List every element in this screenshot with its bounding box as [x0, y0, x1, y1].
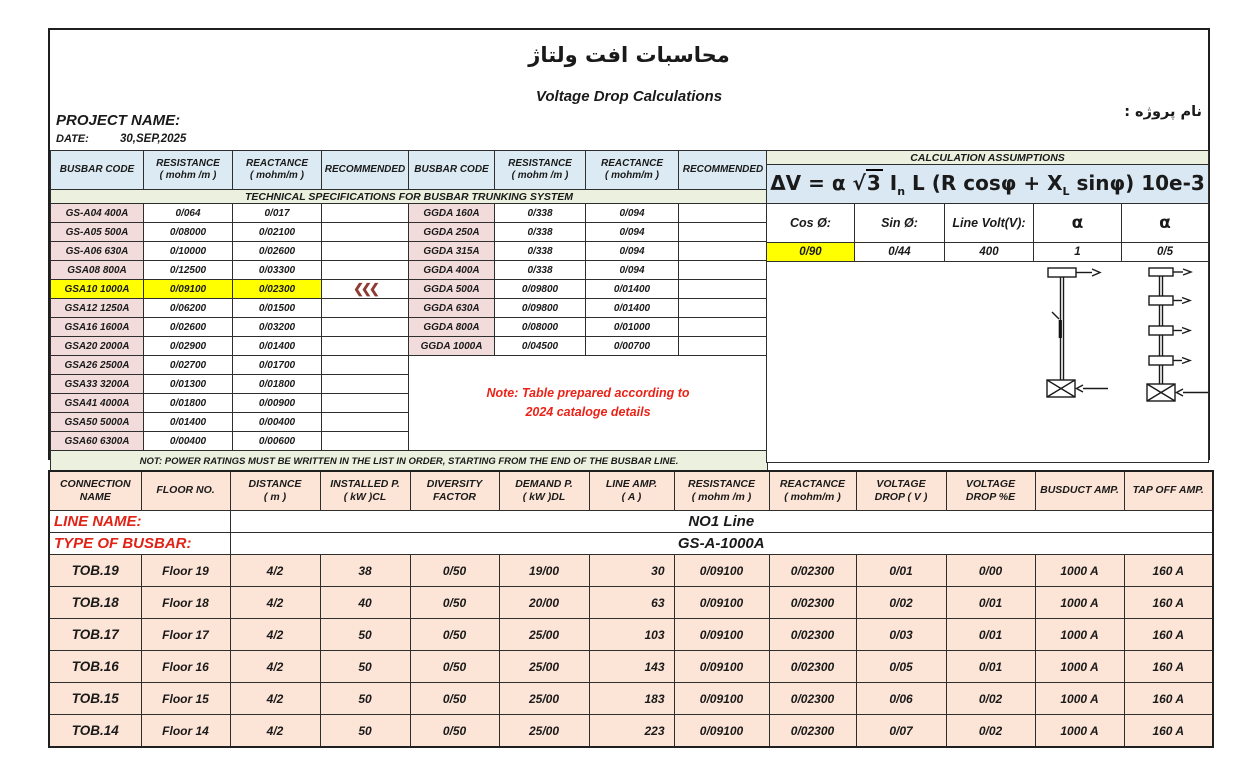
resistance-cell: 0/09100	[144, 280, 233, 299]
resistance-cell: 0/08000	[144, 223, 233, 242]
diversity-factor-header: DIVERSITY FACTOR	[410, 471, 499, 511]
busduct-amp-cell: 1000 A	[1035, 651, 1124, 683]
recommended-cell	[679, 337, 768, 356]
busduct-amp-cell: 1000 A	[1035, 715, 1124, 748]
alpha-value: 1	[1034, 243, 1122, 262]
busbar-code-cell: GSA26 2500A	[51, 356, 144, 375]
recommended-cell	[322, 432, 409, 451]
distance-cell: 4/2	[230, 619, 320, 651]
diversity-factor-cell: 0/50	[410, 619, 499, 651]
reactance-cell: 0/02300	[769, 555, 856, 587]
reactance-cell: 0/01400	[233, 337, 322, 356]
recommended-cell	[322, 223, 409, 242]
recommended-cell	[679, 204, 768, 223]
line-volt-value: 400	[945, 243, 1034, 262]
busbar-type-value: GS-A-1000A	[230, 533, 1213, 555]
reactance-cell: 0/02300	[769, 683, 856, 715]
resistance-cell: 0/09100	[674, 587, 769, 619]
reactance-cell: 0/02600	[233, 242, 322, 261]
assumption-value-row	[767, 243, 1209, 262]
recommended-cell	[322, 242, 409, 261]
tapoff-box-row	[49, 555, 1213, 587]
voltage-drop-pct-cell: 0/01	[946, 587, 1035, 619]
line-name-label: LINE NAME:	[49, 511, 230, 533]
busbar-type-row	[49, 533, 1213, 555]
resistance-cell: 0/01800	[144, 394, 233, 413]
voltage-drop-pct-cell: 0/02	[946, 683, 1035, 715]
busduct-amp-header: BUSDUCT AMP.	[1035, 471, 1124, 511]
reactance-cell: 0/02300	[769, 715, 856, 748]
catalog-note: Note: Table prepared according to 2024 cataloge details	[409, 356, 768, 451]
voltage-drop-v-cell: 0/06	[856, 683, 946, 715]
date-value: 30,SEP,2025	[120, 132, 187, 145]
reactance-cell: 0/094	[586, 223, 679, 242]
connection-name-cell: TOB.17	[49, 619, 141, 651]
busbar-code-cell: GGDA 1000A	[409, 337, 495, 356]
busbar-code-cell: GSA08 800A	[51, 261, 144, 280]
tech-spec-title: TECHNICAL SPECIFICATIONS FOR BUSBAR TRUNKING SYSTEM	[51, 190, 768, 204]
distance-cell: 4/2	[230, 555, 320, 587]
busbar-code-cell: GGDA 315A	[409, 242, 495, 261]
distance-cell: 4/2	[230, 683, 320, 715]
resistance-cell: 0/10000	[144, 242, 233, 261]
tapoff-box-row	[49, 587, 1213, 619]
busbar-spec-row	[51, 318, 768, 337]
resistance-cell: 0/08000	[495, 318, 586, 337]
busbar-code-cell: GSA60 6300A	[51, 432, 144, 451]
busduct-amp-cell: 1000 A	[1035, 587, 1124, 619]
busbar-code-cell: GSA12 1250A	[51, 299, 144, 318]
resistance-cell: 0/338	[495, 261, 586, 280]
reactance-header: REACTANCE ( mohm/m )	[586, 151, 679, 190]
recommended-chevrons-icon: ❮❮❮	[322, 280, 409, 299]
reactance-cell: 0/02300	[233, 280, 322, 299]
recommended-cell	[322, 337, 409, 356]
resistance-cell: 0/09100	[674, 619, 769, 651]
recommended-cell	[322, 204, 409, 223]
busbar-code-cell: GSA16 1600A	[51, 318, 144, 337]
distance-cell: 4/2	[230, 715, 320, 748]
cos-phi-value: 0/90	[767, 243, 855, 262]
tapoff-box-row	[49, 715, 1213, 748]
installed-power-cell: 40	[320, 587, 410, 619]
reactance-cell: 0/094	[586, 261, 679, 280]
reactance-cell: 0/03300	[233, 261, 322, 280]
installed-power-cell: 50	[320, 715, 410, 748]
busbar-spec-table	[50, 150, 768, 473]
assumptions-title: CALCULATION ASSUMPTIONS	[767, 151, 1209, 165]
demand-power-cell: 25/00	[499, 715, 589, 748]
reactance-cell: 0/017	[233, 204, 322, 223]
reactance-cell: 0/01500	[233, 299, 322, 318]
busbar-code-cell: GS-A06 630A	[51, 242, 144, 261]
demand-power-cell: 25/00	[499, 619, 589, 651]
diversity-factor-cell: 0/50	[410, 683, 499, 715]
reactance-cell: 0/03200	[233, 318, 322, 337]
reactance-cell: 0/00600	[233, 432, 322, 451]
diversity-factor-cell: 0/50	[410, 715, 499, 748]
busbar-code-cell: GSA41 4000A	[51, 394, 144, 413]
voltage-drop-pct-cell: 0/01	[946, 651, 1035, 683]
line-amp-cell: 143	[589, 651, 674, 683]
resistance-cell: 0/09100	[674, 555, 769, 587]
busbar-riser-tapoff-icon	[1119, 264, 1209, 416]
cos-phi-header: Cos Ø:	[767, 204, 855, 243]
reactance-header: REACTANCE ( mohm/m )	[233, 151, 322, 190]
resistance-cell: 0/01300	[144, 375, 233, 394]
busbar-code-cell: GSA20 2000A	[51, 337, 144, 356]
busbar-spec-row	[51, 337, 768, 356]
voltage-drop-v-cell: 0/03	[856, 619, 946, 651]
recommended-cell	[679, 242, 768, 261]
connection-name-cell: TOB.16	[49, 651, 141, 683]
busbar-spec-row	[51, 356, 768, 375]
resistance-cell: 0/04500	[495, 337, 586, 356]
reactance-cell: 0/02300	[769, 587, 856, 619]
tapoff-amp-cell: 160 A	[1124, 715, 1213, 748]
voltage-drop-v-header: VOLTAGE DROP ( V )	[856, 471, 946, 511]
tapoff-amp-cell: 160 A	[1124, 651, 1213, 683]
busbar-code-cell: GSA33 3200A	[51, 375, 144, 394]
busbar-spec-row	[51, 204, 768, 223]
installed-power-header: INSTALLED P. ( kW )CL	[320, 471, 410, 511]
line-table-header-row	[49, 471, 1213, 511]
resistance-cell: 0/00400	[144, 432, 233, 451]
tapoff-amp-cell: 160 A	[1124, 683, 1213, 715]
tapoff-amp-header: TAP OFF AMP.	[1124, 471, 1213, 511]
connection-name-header: CONNECTION NAME	[49, 471, 141, 511]
alpha-coefficient-header: α	[1034, 204, 1122, 243]
resistance-header: RESISTANCE ( mohm /m )	[144, 151, 233, 190]
demand-power-cell: 19/00	[499, 555, 589, 587]
demand-power-header: DEMAND P. ( kW )DL	[499, 471, 589, 511]
busbar-riser-icon	[1032, 264, 1122, 416]
voltage-drop-pct-header: VOLTAGE DROP %E	[946, 471, 1035, 511]
page-title-farsi: محاسبات افت ولتاژ	[528, 43, 730, 67]
tech-spec-title-band	[51, 190, 768, 204]
installed-power-cell: 50	[320, 683, 410, 715]
resistance-cell: 0/09100	[674, 651, 769, 683]
tech-spec-header-row	[51, 151, 768, 190]
floor-cell: Floor 15	[141, 683, 230, 715]
busbar-code-cell: GGDA 630A	[409, 299, 495, 318]
connection-name-cell: TOB.18	[49, 587, 141, 619]
voltage-drop-v-cell: 0/05	[856, 651, 946, 683]
voltage-drop-v-cell: 0/07	[856, 715, 946, 748]
resistance-cell: 0/09800	[495, 280, 586, 299]
riser-diagram-area	[767, 262, 1209, 463]
recommended-cell	[679, 223, 768, 242]
floor-cell: Floor 14	[141, 715, 230, 748]
busbar-spec-row	[51, 299, 768, 318]
resistance-cell: 0/02700	[144, 356, 233, 375]
recommended-cell	[679, 318, 768, 337]
recommended-cell	[322, 261, 409, 280]
voltage-drop-pct-cell: 0/01	[946, 619, 1035, 651]
connection-name-cell: TOB.14	[49, 715, 141, 748]
reactance-cell: 0/00700	[586, 337, 679, 356]
recommended-header: RECOMMENDED	[322, 151, 409, 190]
voltage-drop-v-cell: 0/02	[856, 587, 946, 619]
line-amp-cell: 183	[589, 683, 674, 715]
reactance-cell: 0/01000	[586, 318, 679, 337]
resistance-cell: 0/02900	[144, 337, 233, 356]
formula-row	[767, 165, 1209, 204]
line-amp-cell: 63	[589, 587, 674, 619]
busbar-spec-row	[51, 280, 768, 299]
line-name-value: NO1 Line	[230, 511, 1213, 533]
voltage-drop-formula: ΔV = α √3 $I_n$ L (R $\cos\varphi + X_L$ sinφ) 10e-3	[767, 165, 1209, 204]
tapoff-amp-cell: 160 A	[1124, 619, 1213, 651]
project-name-label: PROJECT NAME:	[56, 112, 181, 129]
recommended-cell	[322, 394, 409, 413]
reactance-cell: 0/01400	[586, 280, 679, 299]
tapoff-box-row	[49, 651, 1213, 683]
reactance-cell: 0/02100	[233, 223, 322, 242]
resistance-cell: 0/06200	[144, 299, 233, 318]
date-label: DATE:	[56, 133, 89, 145]
resistance-cell: 0/064	[144, 204, 233, 223]
resistance-cell: 0/338	[495, 204, 586, 223]
connection-name-cell: TOB.15	[49, 683, 141, 715]
line-amp-cell: 103	[589, 619, 674, 651]
busbar-code-cell: GGDA 160A	[409, 204, 495, 223]
resistance-cell: 0/12500	[144, 261, 233, 280]
line-volt-header: Line Volt(V):	[945, 204, 1034, 243]
recommended-cell	[679, 280, 768, 299]
busduct-amp-cell: 1000 A	[1035, 555, 1124, 587]
resistance-header: RESISTANCE ( mohm /m )	[674, 471, 769, 511]
recommended-header: RECOMMENDED	[679, 151, 768, 190]
alpha-value: 0/5	[1122, 243, 1209, 262]
reactance-cell: 0/02300	[769, 619, 856, 651]
recommended-cell	[322, 299, 409, 318]
resistance-cell: 0/09100	[674, 715, 769, 748]
distance-header: DISTANCE ( m )	[230, 471, 320, 511]
sin-phi-header: Sin Ø:	[855, 204, 945, 243]
recommended-cell	[322, 413, 409, 432]
installed-power-cell: 50	[320, 651, 410, 683]
recommended-cell	[679, 299, 768, 318]
installed-power-cell: 50	[320, 619, 410, 651]
recommended-cell	[322, 356, 409, 375]
line-amp-cell: 30	[589, 555, 674, 587]
busbar-code-header: BUSBAR CODE	[51, 151, 144, 190]
recommended-cell	[322, 318, 409, 337]
diversity-factor-cell: 0/50	[410, 651, 499, 683]
busbar-spec-row	[51, 261, 768, 280]
floor-cell: Floor 18	[141, 587, 230, 619]
reactance-cell: 0/01400	[586, 299, 679, 318]
reactance-cell: 0/00900	[233, 394, 322, 413]
busbar-code-cell: GGDA 500A	[409, 280, 495, 299]
reactance-cell: 0/00400	[233, 413, 322, 432]
reactance-cell: 0/094	[586, 242, 679, 261]
installed-power-cell: 38	[320, 555, 410, 587]
recommended-cell	[679, 261, 768, 280]
busbar-code-cell: GGDA 800A	[409, 318, 495, 337]
busbar-code-cell: GGDA 250A	[409, 223, 495, 242]
sin-phi-value: 0/44	[855, 243, 945, 262]
reactance-cell: 0/02300	[769, 651, 856, 683]
line-amp-cell: 223	[589, 715, 674, 748]
reactance-cell: 0/01700	[233, 356, 322, 375]
busbar-code-cell: GGDA 400A	[409, 261, 495, 280]
busduct-amp-cell: 1000 A	[1035, 683, 1124, 715]
floor-cell: Floor 19	[141, 555, 230, 587]
assumption-header-row	[767, 204, 1209, 243]
resistance-header: RESISTANCE ( mohm /m )	[495, 151, 586, 190]
sheet-border-box	[48, 28, 1210, 467]
distance-cell: 4/2	[230, 587, 320, 619]
reactance-cell: 0/01800	[233, 375, 322, 394]
tapoff-amp-cell: 160 A	[1124, 555, 1213, 587]
resistance-cell: 0/02600	[144, 318, 233, 337]
diversity-factor-cell: 0/50	[410, 587, 499, 619]
project-name-label-farsi: نام پروژه :	[1124, 104, 1202, 120]
busbar-code-cell: GS-A04 400A	[51, 204, 144, 223]
ordering-note: NOT: POWER RATINGS MUST BE WRITTEN IN THE LIST IN ORDER, STARTING FROM THE END OF THE BUSBAR LINE.	[51, 451, 768, 473]
busbar-code-cell: GSA10 1000A	[51, 280, 144, 299]
assumptions-title-band	[767, 151, 1209, 165]
busbar-code-cell: GS-A05 500A	[51, 223, 144, 242]
busduct-amp-cell: 1000 A	[1035, 619, 1124, 651]
busbar-spec-row	[51, 223, 768, 242]
tapoff-box-row	[49, 683, 1213, 715]
line-amp-header: LINE AMP. ( A )	[589, 471, 674, 511]
connection-name-cell: TOB.19	[49, 555, 141, 587]
page-title-english: Voltage Drop Calculations	[535, 88, 723, 105]
floor-no-header: FLOOR NO.	[141, 471, 230, 511]
tapoff-box-row	[49, 619, 1213, 651]
resistance-cell: 0/01400	[144, 413, 233, 432]
demand-power-cell: 20/00	[499, 587, 589, 619]
resistance-cell: 0/338	[495, 242, 586, 261]
recommended-cell	[322, 375, 409, 394]
tapoff-amp-cell: 160 A	[1124, 587, 1213, 619]
voltage-drop-pct-cell: 0/00	[946, 555, 1035, 587]
floor-cell: Floor 17	[141, 619, 230, 651]
busbar-spec-row	[51, 242, 768, 261]
busbar-type-label: TYPE OF BUSBAR:	[49, 533, 230, 555]
busbar-code-header: BUSBAR CODE	[409, 151, 495, 190]
resistance-cell: 0/09800	[495, 299, 586, 318]
busbar-code-cell: GSA50 5000A	[51, 413, 144, 432]
demand-power-cell: 25/00	[499, 651, 589, 683]
reactance-header: REACTANCE ( mohm/m )	[769, 471, 856, 511]
alpha-coefficient-header: α	[1122, 204, 1209, 243]
floor-cell: Floor 16	[141, 651, 230, 683]
diversity-factor-cell: 0/50	[410, 555, 499, 587]
reactance-cell: 0/094	[586, 204, 679, 223]
distance-cell: 4/2	[230, 651, 320, 683]
resistance-cell: 0/338	[495, 223, 586, 242]
line-name-row	[49, 511, 1213, 533]
resistance-cell: 0/09100	[674, 683, 769, 715]
voltage-drop-pct-cell: 0/02	[946, 715, 1035, 748]
voltage-drop-v-cell: 0/01	[856, 555, 946, 587]
diagram-row	[767, 262, 1209, 463]
line-calculation-table	[48, 470, 1214, 748]
demand-power-cell: 25/00	[499, 683, 589, 715]
calculation-assumptions-panel	[766, 150, 1209, 463]
